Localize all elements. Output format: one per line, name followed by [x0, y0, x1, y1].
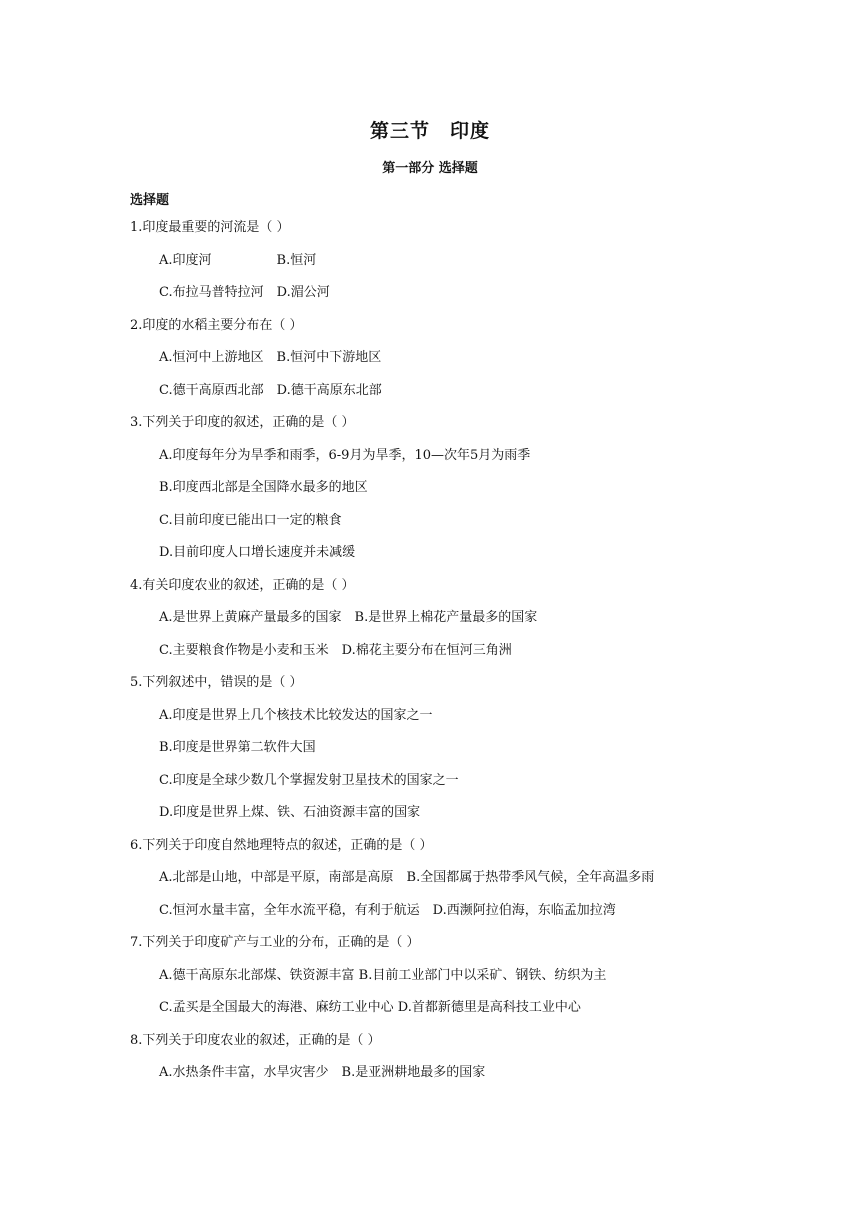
- question-text: 3.下列关于印度的叙述，正确的是（ ）: [130, 415, 355, 430]
- answer-options: D.目前印度人口增长速度并未减缓: [159, 545, 356, 560]
- section-label: 选择题: [130, 193, 170, 208]
- answer-options: C.恒河水量丰富，全年水流平稳，有利于航运 D.西濒阿拉伯海，东临孟加拉湾: [159, 902, 616, 918]
- answer-options: A.恒河中上游地区 B.恒河中下游地区: [159, 350, 382, 365]
- answer-options: C.主要粮食作物是小麦和玉米 D.棉花主要分布在恒河三角洲: [159, 642, 512, 658]
- answer-options: C.孟买是全国最大的海港、麻纺工业中心 D.首都新德里是高科技工业中心: [159, 1000, 581, 1015]
- answer-options: A.是世界上黄麻产量最多的国家 B.是世界上棉花产量最多的国家: [159, 610, 538, 625]
- question-text: 5.下列叙述中，错误的是（ ）: [130, 675, 303, 690]
- answer-options: A.德干高原东北部煤、铁资源丰富 B.目前工业部门中以采矿、钢铁、纺织为主: [159, 967, 607, 983]
- question-text: 7.下列关于印度矿产与工业的分布，正确的是（ ）: [130, 935, 420, 950]
- answer-options: C.目前印度已能出口一定的粮食: [159, 512, 342, 528]
- answer-options: B.印度是世界第二软件大国: [159, 740, 316, 755]
- question-text: 8.下列关于印度农业的叙述，正确的是（ ）: [130, 1032, 381, 1048]
- page-title: 第三节 印度: [369, 120, 490, 142]
- answer-options: B.印度西北部是全国降水最多的地区: [159, 480, 368, 495]
- answer-options: A.北部是山地，中部是平原，南部是高原 B.全国都属于热带季风气候，全年高温多雨: [159, 870, 655, 885]
- answer-options: D.印度是世界上煤、铁、石油资源丰富的国家: [159, 805, 421, 820]
- answer-options: C.布拉马普特拉河 D.湄公河: [159, 285, 330, 300]
- answer-options: A.印度每年分为旱季和雨季，6-9月为旱季，10—次年5月为雨季: [159, 447, 531, 463]
- question-list: [130, 212, 750, 1090]
- answer-options: C.印度是全球少数几个掌握发射卫星技术的国家之一: [159, 772, 459, 788]
- question-text: 2.印度的水稻主要分布在（ ）: [130, 317, 303, 333]
- answer-options: A.水热条件丰富，水旱灾害少 B.是亚洲耕地最多的国家: [159, 1065, 486, 1080]
- question-text: 4.有关印度农业的叙述，正确的是（ ）: [130, 577, 355, 593]
- question-text: 6.下列关于印度自然地理特点的叙述，正确的是（ ）: [130, 837, 433, 853]
- answer-options: A.印度是世界上几个核技术比较发达的国家之一: [159, 707, 433, 723]
- answer-options: C.德干高原西北部 D.德干高原东北部: [159, 382, 382, 398]
- question-text: 1.印度最重要的河流是（ ）: [130, 220, 290, 235]
- answer-options: A.印度河 B.恒河: [159, 252, 317, 268]
- part-heading: 第一部分 选择题: [382, 161, 478, 176]
